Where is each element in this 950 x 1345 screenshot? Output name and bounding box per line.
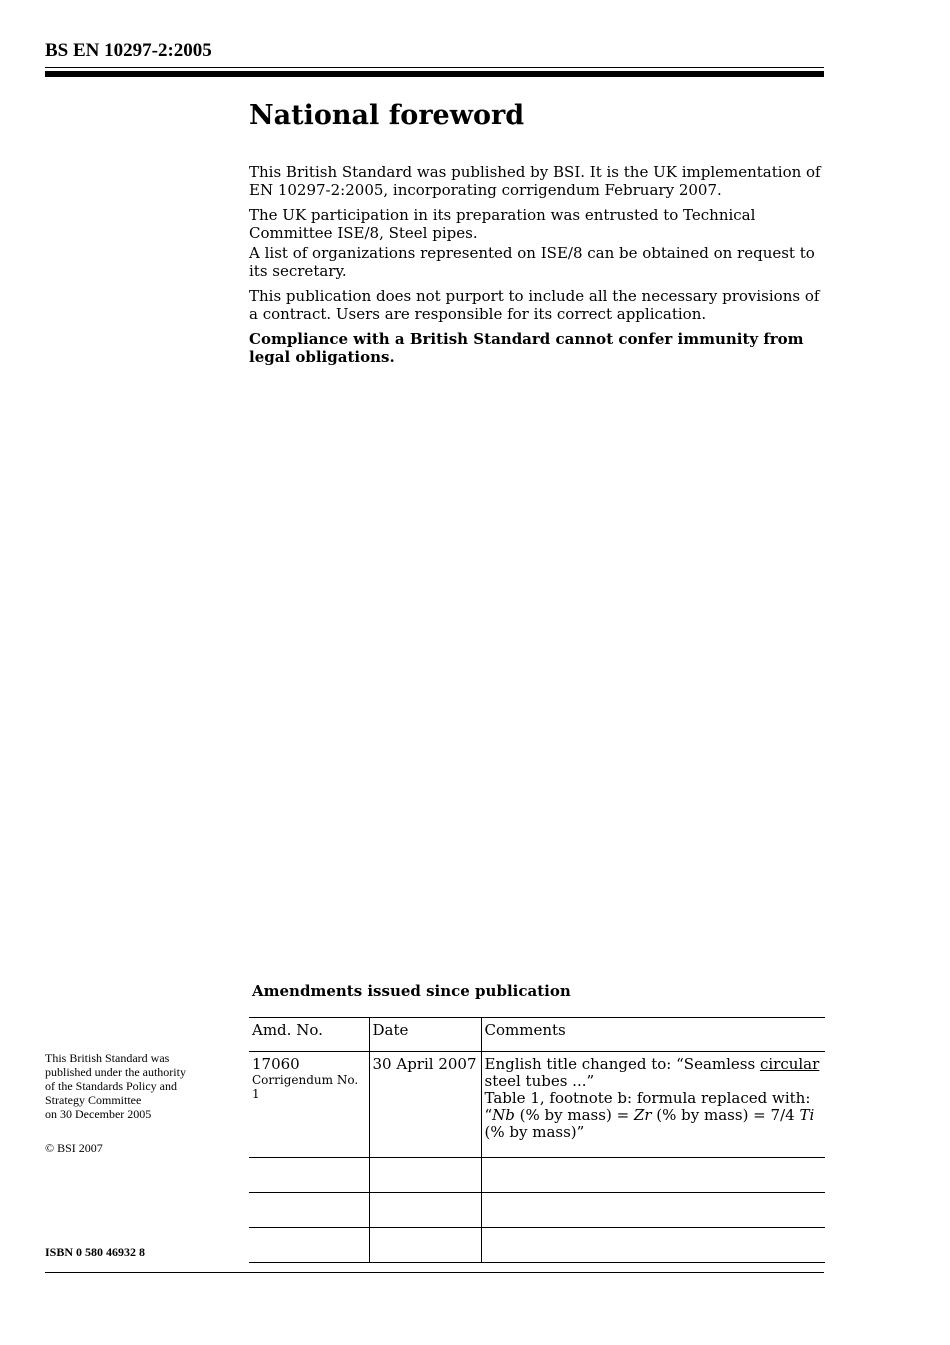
amendments-table (249, 1017, 825, 1263)
table-row (249, 1052, 825, 1158)
comments-cell (481, 1052, 825, 1158)
table-header-row (249, 1018, 825, 1052)
page-title: National foreword (249, 100, 525, 131)
formula-mid-1: (% by mass) = (514, 1106, 634, 1124)
publication-note-line: published under the authority (45, 1065, 186, 1079)
footer-rule (45, 1272, 824, 1273)
paragraph-4: This publication does not purport to include all the necessary provisions of a contract. Users are responsible for its correct application. (249, 287, 820, 323)
table-row (249, 1228, 825, 1263)
publication-note-line: This British Standard was (45, 1051, 170, 1065)
formula-ti: Ti (799, 1106, 815, 1124)
comment-table-note: Table 1, footnote b: formula replaced with: (484, 1089, 811, 1107)
amd-number: 17060 (252, 1055, 300, 1073)
column-header-date: Date (369, 1018, 481, 1052)
table-row (249, 1158, 825, 1193)
publication-note (45, 1051, 235, 1155)
header-rule-thin (45, 67, 824, 68)
formula-zr: Zr (633, 1106, 652, 1124)
formula-mid-2: (% by mass) = 7/4 (651, 1106, 800, 1124)
paragraph-1: This British Standard was published by BSI. It is the UK implementation of EN 10297-2:2005, incorporating corrigendum February 2007. (249, 163, 821, 199)
comment-title-pre: English title changed to: “Seamless (484, 1055, 760, 1073)
compliance-statement: Compliance with a British Standard cannot confer immunity from legal obligations. (249, 330, 804, 366)
publication-note-line: of the Standards Policy and (45, 1079, 177, 1093)
header-rule-thick (45, 71, 824, 77)
column-header-comments: Comments (481, 1018, 825, 1052)
publication-note-line: on 30 December 2005 (45, 1107, 152, 1121)
foreword-body (249, 163, 829, 373)
paragraph-3: A list of organizations represented on ISE/8 can be obtained on request to its secretary. (249, 244, 815, 280)
document-id: BS EN 10297-2:2005 (45, 40, 212, 61)
paragraph-2: The UK participation in its preparation was entrusted to Technical Committee ISE/8, Steel pipes. (249, 206, 756, 242)
table-row (249, 1193, 825, 1228)
formula-end: (% by mass)” (484, 1123, 585, 1141)
corrigendum-label: Corrigendum No. 1 (252, 1073, 359, 1101)
comment-title-post: steel tubes ...” (484, 1072, 595, 1090)
formula-open: “ (484, 1106, 493, 1124)
publication-note-line: Strategy Committee (45, 1093, 142, 1107)
formula-nb: Nb (492, 1106, 515, 1124)
column-header-amd-no: Amd. No. (249, 1018, 369, 1052)
comment-title-underlined: circular (759, 1055, 820, 1073)
amd-no-cell (249, 1052, 369, 1158)
amendments-heading: Amendments issued since publication (252, 982, 571, 1000)
date-cell: 30 April 2007 (369, 1052, 481, 1158)
isbn: ISBN 0 580 46932 8 (45, 1245, 146, 1259)
copyright-notice: © BSI 2007 (45, 1141, 103, 1155)
